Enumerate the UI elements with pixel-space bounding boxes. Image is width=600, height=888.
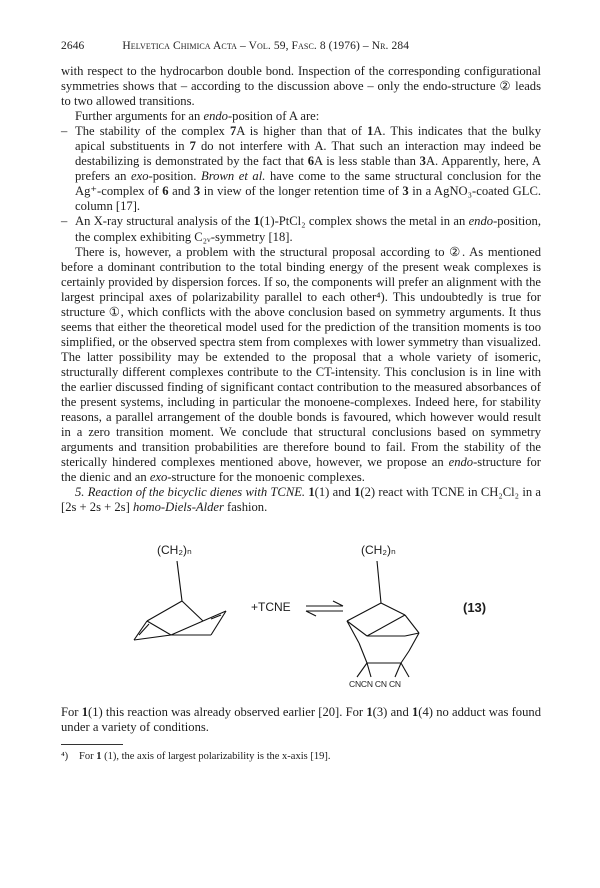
- product-structure: [347, 561, 419, 677]
- section-5-title: 5. Reaction of the bicyclic dienes with TCNE.: [75, 485, 306, 500]
- paragraph-symmetry: with respect to the hydrocarbon double bond. Inspection of the corresponding configurational symmetries shows that – according to the discussion above – only the endo-structure ② leads to two allowed transitions.: [61, 64, 541, 109]
- reaction-scheme: [61, 523, 541, 699]
- dash-marker: –: [61, 214, 68, 229]
- paragraph-adducts: For 1(1) this reaction was already observed earlier [20]. For 1(3) and 1(4) no adduct was found under a variety of conditions.: [61, 705, 541, 735]
- bullet-xray: – An X-ray structural analysis of the 1(1)-PtCl₂ complex shows the metal in an endo-position, the complex exhibiting C₂ᵥ-symmetry [18].: [61, 214, 541, 244]
- reagent-label: +TCNE: [251, 600, 291, 615]
- product-substituents-label: CNCN CN CN: [349, 679, 401, 690]
- page-number: 2646: [61, 40, 85, 52]
- product-bridge-label: (CH₂)ₙ: [361, 543, 396, 558]
- page: [61, 40, 541, 763]
- journal-reference: Helvetica Chimica Acta – Vol. 59, Fasc. 8 (1976) – Nr. 284: [122, 40, 410, 52]
- running-header: [61, 40, 541, 52]
- section-5-intro: 5. Reaction of the bicyclic dienes with TCNE. 1(1) and 1(2) react with TCNE in CH₂Cl₂ in a [2s + 2s + 2s] homo-Diels-Alder fashion.: [61, 485, 541, 515]
- footnote-mark: ⁴): [61, 750, 69, 762]
- footnote-4: ⁴) For 1 (1), the axis of largest polarizability is the x-axis [19].: [61, 750, 331, 762]
- bullet-stability: – The stability of the complex 7A is higher than that of 1A. This indicates that the bulky apical substituents in 7 do not interfere with A. That such an interaction may indeed be destabilizing is demonstrated by the fact that 6A is less stable than 3A. Apparently, here, A prefers an exo-position. Brown et al. have come to the same structural conclusion for the Ag⁺-complex of 6 and 3 in view of the longer retention time of 3 in a AgNO₃-coated GLC. column [17].: [61, 124, 542, 214]
- paragraph-arguments-intro: Further arguments for an endo-position of A are:: [75, 109, 320, 124]
- reactant-structure: [134, 561, 226, 640]
- equation-number: (13): [463, 600, 487, 616]
- equilibrium-arrow: [306, 601, 343, 616]
- footnote-divider: [61, 744, 123, 745]
- dash-marker: –: [61, 124, 68, 139]
- paragraph-problem: There is, however, a problem with the structural proposal according to ②. As mentioned before a dominant contribution to the total binding energy of the present weak complexes is certainly provided by dispersion forces. If so, the components will prefer an alignment with the largest principal axes of polarizability parallel to each other⁴). This undoubtedly is true for structure ①, which conflicts with the above conclusion based on symmetry arguments. It thus seems that either the theoretical model used for the prediction of the transition moments is too simplified, or the observed spectra stem from complexes with lower symmetry than visualized. The latter possibility may be extended to the proposal that a whole variety of isomeric, structurally different complexes contribute to the CT-intensity. This conclusion is in line with the earlier discussed finding of significant contact contribution to the measured absorbances of the present systems, including in particular the monoene-complexes. Indeed here, for stability reasons, a parallel arrangement of the double bonds is favoured, which however would result in a zero transition moment. We conclude that structural conclusions based on symmetry arguments and transition probabilities are therefore bound to fail. From the stability of the sterically hindered complexes mentioned above, however, we propose an endo-structure for the dienic and an exo-structure for the monoenic complexes.: [61, 244, 541, 485]
- reactant-bridge-label: (CH₂)ₙ: [157, 543, 192, 558]
